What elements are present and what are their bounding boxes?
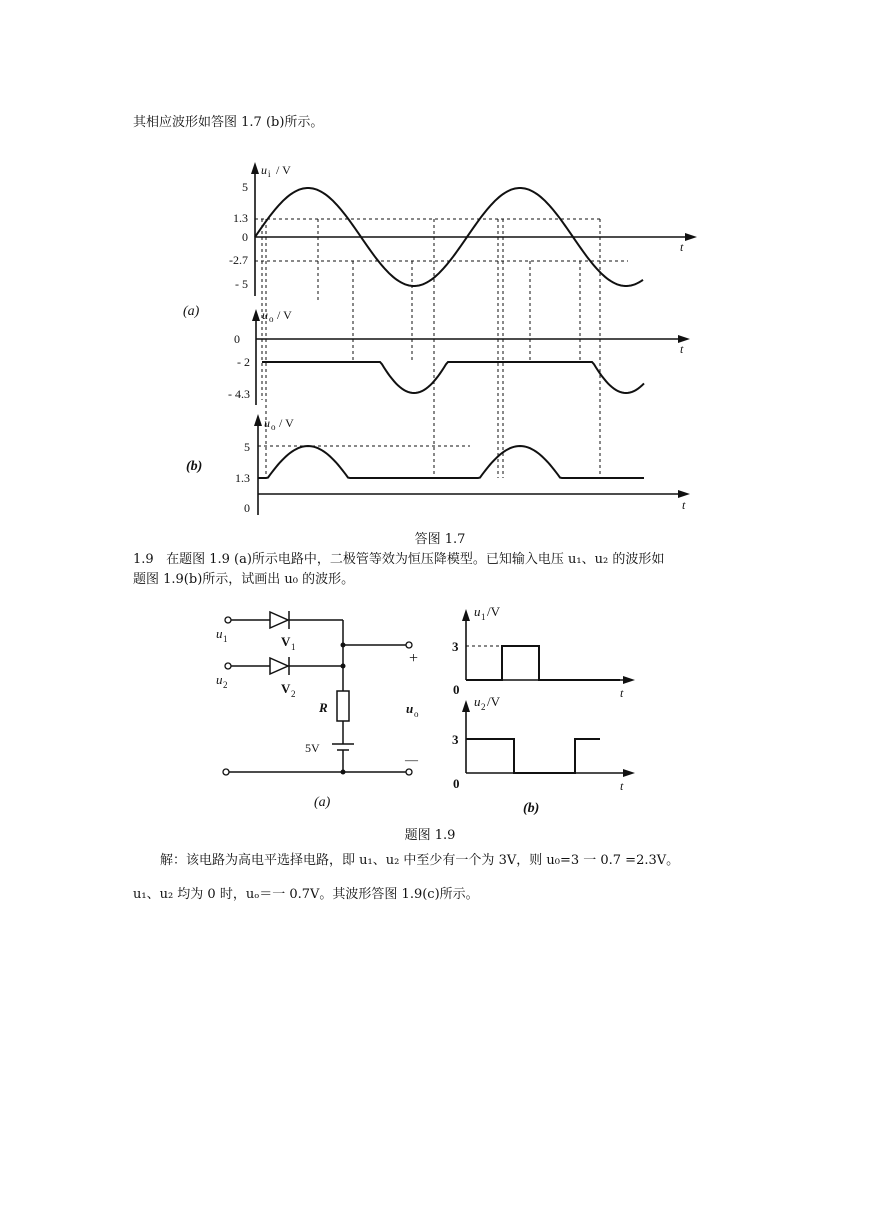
- ui-axis-sub: i: [268, 169, 271, 179]
- diode-v1-icon: [270, 612, 288, 628]
- wave-u2-zero: 0: [453, 776, 460, 791]
- uo-a-axis-unit: / V: [277, 308, 292, 322]
- wave-u2-sub: 2: [481, 702, 486, 712]
- solution-line-2: u₁、u₂ 均为 0 时，uₒ＝一 0.7V。其波形答图 1.9(c)所示。: [133, 887, 479, 902]
- wave-u1-sub: 1: [481, 612, 486, 622]
- ui-tick-1-3: 1.3: [233, 211, 248, 225]
- minus-sign: —: [405, 752, 418, 767]
- ui-tick-neg2-7: -2.7: [229, 253, 248, 267]
- diode-v2-icon: [270, 658, 288, 674]
- uo-a-t-label: t: [680, 342, 684, 356]
- uo-b-tick-5: 5: [244, 440, 250, 454]
- wave-panel-b-label: (b): [523, 801, 540, 816]
- wave-u1-unit: /V: [487, 604, 500, 619]
- v1-label: V: [281, 634, 291, 649]
- resistor-icon: [337, 691, 349, 721]
- problem-text-1: 在题图 1.9 (a)所示电路中，二极管等效为恒压降模型。已知输入电压 u₁、u₂ 的波形如: [166, 552, 665, 567]
- uo-b-t-label: t: [682, 498, 686, 512]
- ui-tick-neg5: - 5: [235, 277, 248, 291]
- uo-b-tick-1-3: 1.3: [235, 471, 250, 485]
- panel-b-label: (b): [186, 459, 203, 474]
- uo-b-axis-sub: o: [271, 422, 276, 432]
- v1-sub: 1: [291, 642, 296, 652]
- wave-u1-t: t: [620, 686, 624, 700]
- ui-t-label: t: [680, 240, 684, 254]
- problem-line-2: 题图 1.9(b)所示，试画出 u₀ 的波形。: [133, 572, 355, 587]
- battery-label: 5V: [305, 741, 320, 755]
- uo-a-tick-neg4-3: - 4.3: [228, 387, 250, 401]
- u2-sub: 2: [223, 680, 228, 690]
- circuit-diagram: [216, 611, 419, 810]
- circuit-panel-a-label: (a): [314, 795, 331, 810]
- wave-u1-zero: 0: [453, 682, 460, 697]
- wave-u2-level: 3: [452, 732, 459, 747]
- u2-waveform: [452, 694, 635, 816]
- uo-b-axis-label: u: [264, 416, 270, 430]
- ui-axis-label: u: [261, 163, 267, 177]
- u1-label: u: [216, 626, 223, 641]
- panel-a-label: (a): [183, 304, 200, 319]
- uo-b-axis-unit: / V: [279, 416, 294, 430]
- uo-a-tick-0: 0: [234, 332, 240, 346]
- ui-tick-0: 0: [242, 230, 248, 244]
- solution-line-1: 解：该电路为高电平选择电路，即 u₁、u₂ 中至少有一个为 3V，则 u₀=3 一 0.7 =2.3V。: [160, 853, 680, 868]
- wave-u2-unit: /V: [487, 694, 500, 709]
- wave-u2-t: t: [620, 779, 624, 793]
- u1-waveform: [452, 604, 635, 700]
- u2-label: u: [216, 672, 223, 687]
- uo-b-tick-0: 0: [244, 501, 250, 515]
- uo-a-tick-neg2: - 2: [237, 355, 250, 369]
- uo-a-axis-sub: o: [269, 314, 274, 324]
- wave-u1-label: u: [474, 604, 481, 619]
- uo-label: u: [406, 701, 414, 716]
- plus-sign: +: [409, 650, 419, 667]
- figure-1-7-caption: 答图 1.7: [414, 532, 466, 547]
- u1-sub: 1: [223, 634, 228, 644]
- ui-tick-5: 5: [242, 180, 248, 194]
- problem-number: 1.9: [133, 552, 154, 567]
- r-label: R: [319, 700, 328, 715]
- uo-sub: o: [414, 709, 419, 719]
- wave-u2-label: u: [474, 694, 481, 709]
- wave-u1-level: 3: [452, 639, 459, 654]
- v2-sub: 2: [291, 689, 296, 699]
- figure-1-9-caption: 题图 1.9: [404, 828, 456, 843]
- ui-axis-unit: / V: [276, 163, 291, 177]
- uo-a-axis-label: u: [262, 308, 268, 322]
- v2-label: V: [281, 681, 291, 696]
- intro-text: 其相应波形如答图 1.7 (b)所示。: [133, 115, 324, 130]
